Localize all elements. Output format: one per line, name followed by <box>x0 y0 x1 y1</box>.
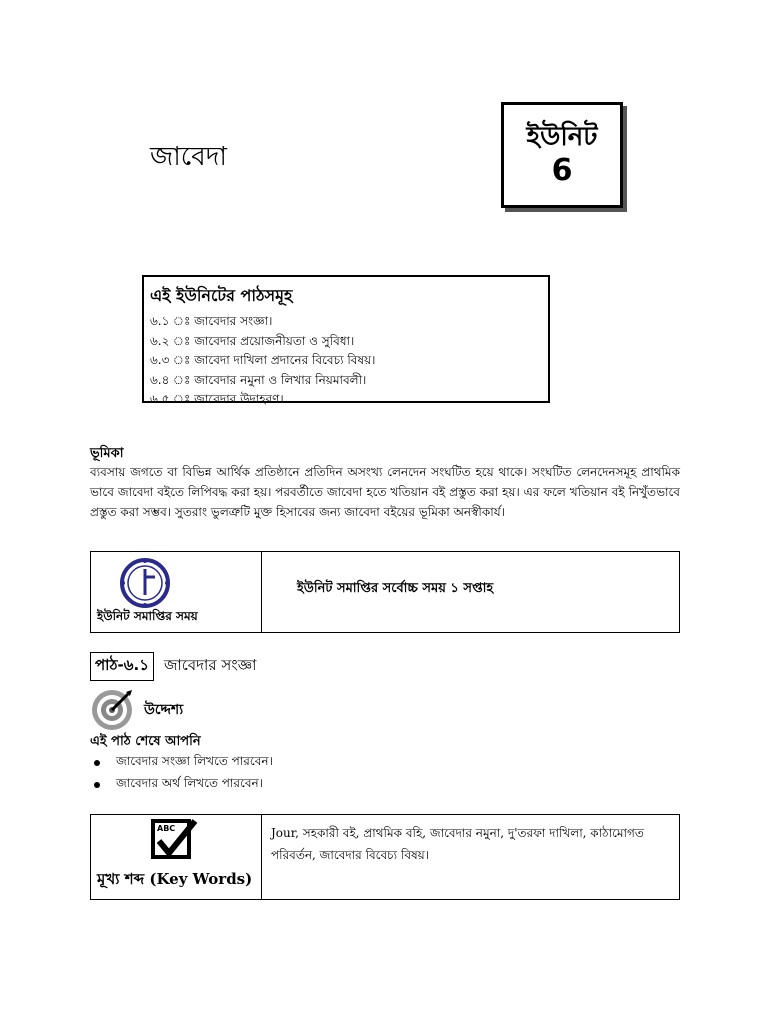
lessons-heading: এই ইউনিটের পাঠসমূহ <box>150 286 293 305</box>
lessons-box <box>142 275 550 406</box>
unit-time-text: ইউনিট সমাপ্তির সর্বোচ্চ সময় ১ সপ্তাহ <box>297 581 494 596</box>
checkbox-icon-text: ABC <box>157 824 176 833</box>
keywords-cell <box>91 815 262 900</box>
lesson-item: ৬.৫ ঃ জাবেদার উদাহরণ। <box>150 392 284 406</box>
intro-paragraph: ব্যবসায় জগতে বা বিভিন্ন আর্থিক প্রতিষ্ঠানে প্রতিদিন অসংখ্য লেনদেন সংঘটিত হয়ে থাকে। সংঘটিত লেনদেনসমূহ প্রাথমিক ভাবে জাবেদা বইতে লিপিবদ্ধ করা হয়। পরবর্তীতে জাবেদা হতে খতিয়ান বই প্রস্তুত করা হয়। এর ফলে খতিয়ান বই নিখুঁতভাবে প্রস্তুত করা সম্ভব। সুতরাং ভুলত্রুটি মুক্ত হিসাবের জন্য জাবেদা বইয়ের ভূমিকা অনস্বীকার্য। <box>90 465 680 519</box>
unit-time-label: ইউনিট সমাপ্তির সময় <box>97 609 198 623</box>
learning-outcomes <box>90 752 273 796</box>
lesson-number: পাঠ-৬.১ <box>90 652 154 681</box>
objective-row <box>90 688 183 732</box>
keywords-text: Jour, সহকারী বই, প্রাথমিক বহি, জাবেদার নমুনা, দু'তরফা দাখিলা, কাঠামোগত পরিবর্তন, জাবেদার বিবেচ্য বিষয়। <box>271 826 644 862</box>
lesson-item: ৬.৪ ঃ জাবেদার নমুনা ও লিখার নিয়মাবলী। <box>150 372 367 387</box>
page-title: জাবেদা <box>150 142 227 172</box>
lesson-item: ৬.২ ঃ জাবেদার প্রয়োজনীয়তা ও সুবিধা। <box>150 333 355 348</box>
keywords-value-cell <box>262 815 680 900</box>
objective-label: উদ্দেশ্য <box>144 702 184 718</box>
lesson-heading <box>90 652 256 681</box>
learning-intro: এই পাঠ শেষে আপনি <box>90 734 201 749</box>
keywords-table <box>90 814 680 900</box>
unit-label: ইউনিট <box>526 122 598 152</box>
lesson-item: ৬.১ ঃ জাবেদার সংজ্ঞা। <box>150 314 273 328</box>
bullet-icon <box>94 782 100 788</box>
unit-time-cell <box>91 552 262 633</box>
checkbox-icon <box>151 817 199 863</box>
keywords-label: মূখ্য শব্দ (Key Words) <box>97 870 253 888</box>
list-item <box>90 774 273 796</box>
outcome-text: জাবেদার অর্থ লিখতে পারবেন। <box>116 776 263 790</box>
lesson-title: জাবেদার সংজ্ঞা <box>163 656 257 674</box>
unit-time-table <box>90 551 680 633</box>
target-icon <box>90 688 134 732</box>
list-item <box>90 752 273 774</box>
bullet-icon <box>94 760 100 766</box>
lesson-item: ৬.৩ ঃ জাবেদা দাখিলা প্রদানের বিবেচ্য বিষয়। <box>150 353 376 367</box>
unit-time-value-cell <box>262 552 680 633</box>
outcome-text: জাবেদার সংজ্ঞা লিখতে পারবেন। <box>116 754 273 768</box>
unit-badge <box>501 102 623 208</box>
clock-icon <box>117 555 173 611</box>
unit-number: 6 <box>551 153 573 188</box>
intro-heading: ভূমিকা <box>90 446 124 461</box>
